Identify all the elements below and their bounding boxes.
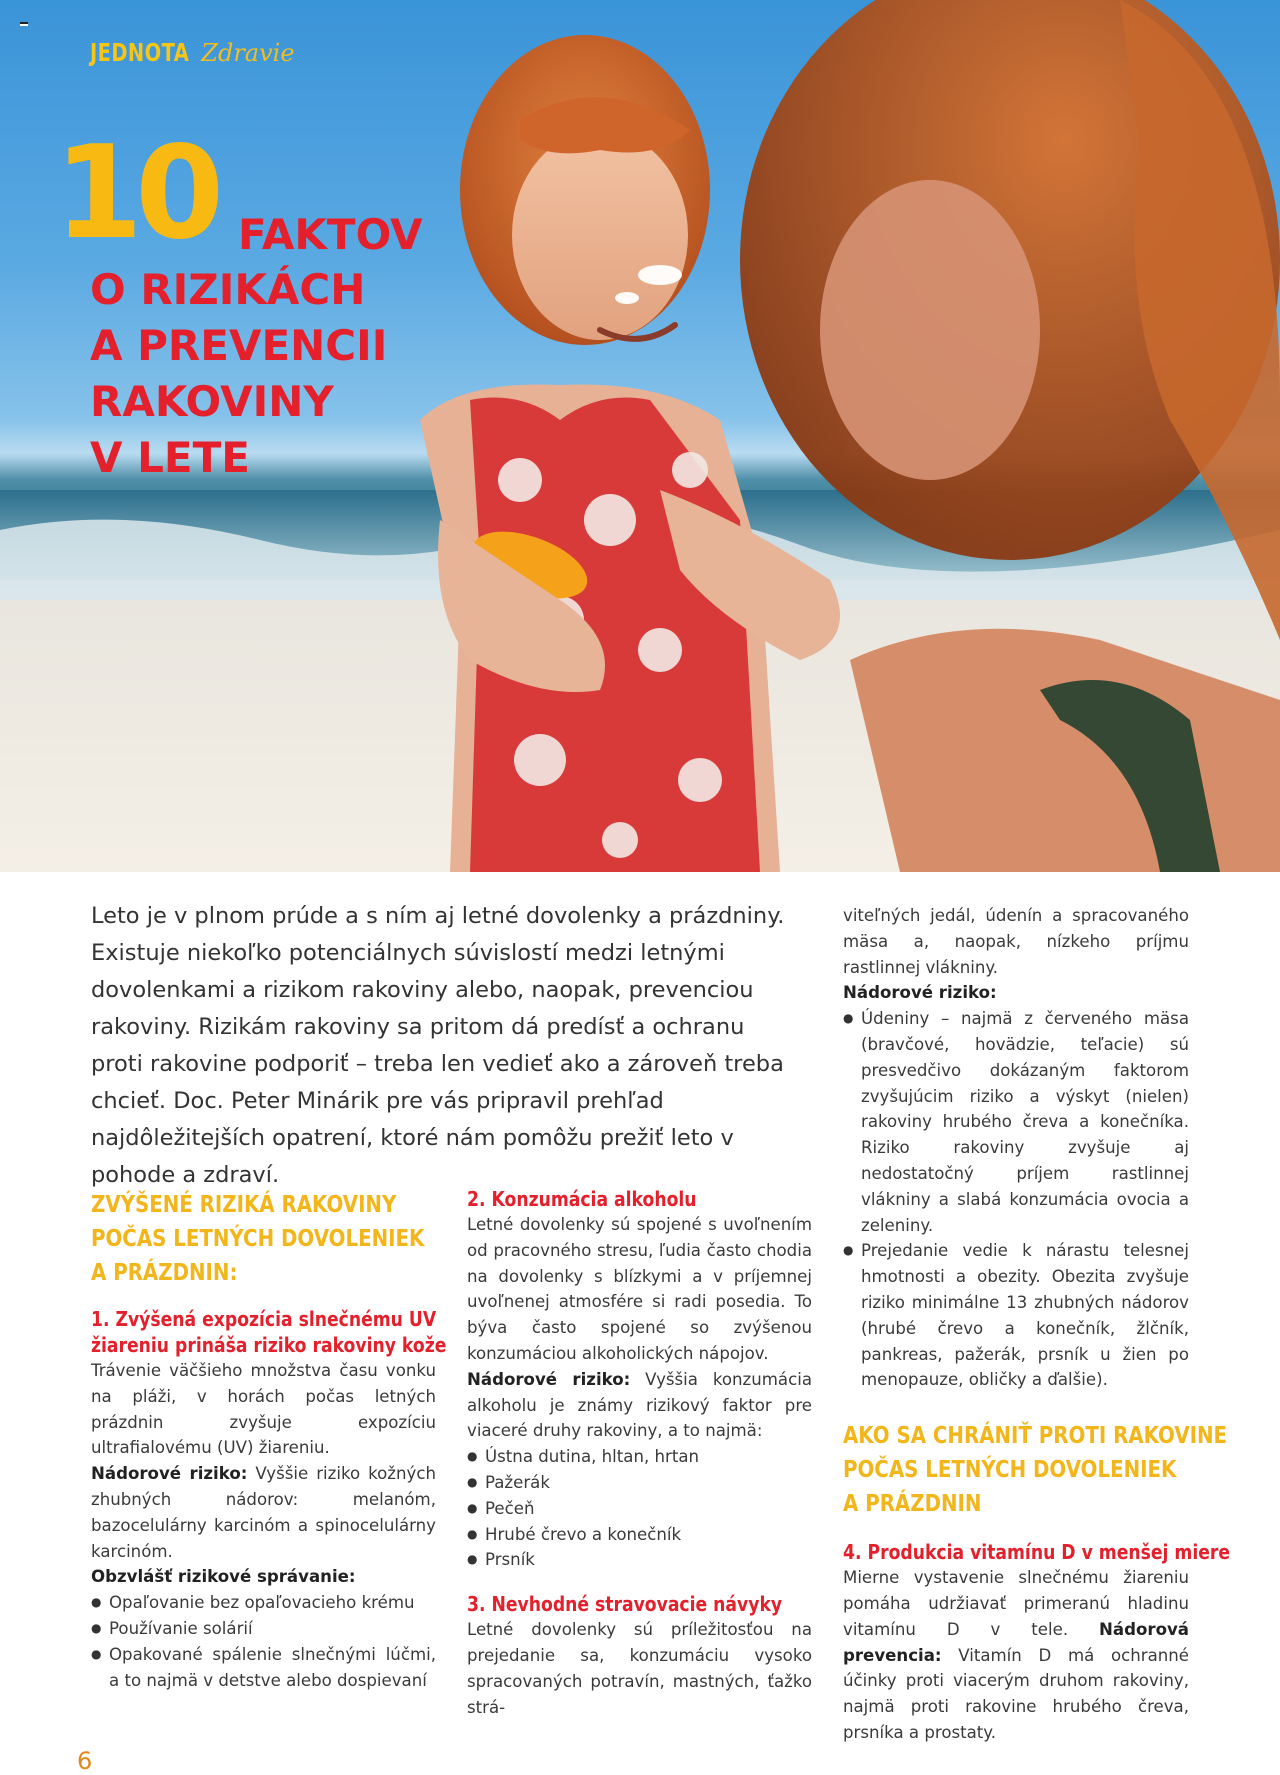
brand-section: Zdravie [201,39,295,67]
item-2-text: Letné dovolenky sú spojené s uvoľnením od pracovného stresu, ľudia často chodia na dovolenky s blízkymi a v príjemnej uvoľnenej atmosfére si radi posedia. To býva často spojené so zvýšenou konzumáciou alkoholických nápojov. [467,1215,812,1363]
item-3-continued: viteľných jedál, údenín a spracovaného mäsa a, naopak, nízkeho príjmu rastlinnej vlákniny. [843,906,1189,977]
item-4-title: 4. Produkcia vitamínu D v menšej miere [843,1540,1231,1565]
risk-label: Nádorové riziko: [843,983,997,1003]
risk-label: Nádorové riziko: [91,1464,248,1484]
headline-number: 10 [54,119,217,268]
list-item: ● Pažerák [467,1470,812,1496]
item-3-title: 3. Nevhodné stravovacie návyky [467,1592,783,1617]
section-title-line: ZVÝŠENÉ RIZIKÁ RAKOVINY [91,1192,397,1218]
behaviour-list [91,1590,436,1693]
behaviour-label: Obzvlášť rizikové správanie: [91,1567,356,1587]
list-item: ● Údeniny – najmä z červeného mäsa (bravčové, hovädzie, teľacie) sú presvedčivo dokázaným faktorom zvyšujúcim riziko a výskyt (nielen) rakoviny hrubého čreva a konečníka. Riziko rakoviny zvyšuje aj nedostatočný príjem rastlinnej vlákniny a slabá konzumácia ovocia a zeleniny. [843,1006,1189,1238]
risk-text: Vyššia konzumácia alkoholu je známy rizikový faktor pre viaceré druhy rakoviny, a to najmä: [467,1369,812,1441]
list-item: ● Používanie solárií [91,1616,436,1642]
brand-name: JEDNOTA [90,38,190,67]
item-title-line: 1. Zvýšená expozícia slnečnému UV [91,1307,437,1331]
headline-line-2: O RIZIKÁCH [90,265,366,314]
item-1-risk [91,1461,436,1564]
item-1-title [91,1306,447,1358]
column-3 [843,903,1231,1746]
headline-line-3: A PREVENCII [90,321,388,370]
section-title-risks [91,1188,436,1290]
prevention-label: Nádorová prevencia: [843,1619,1189,1665]
flag-mark-icon [20,22,28,26]
item-4-text [843,1565,1189,1746]
diet-risk-list [843,1006,1189,1393]
column-1 [91,1188,447,1693]
item-4-body: Mierne vystavenie slnečnému žiareniu pomáha udržiavať primeranú hladinu vitamínu D v tele. [843,1568,1189,1639]
item-title-line: žiareniu prináša riziko rakoviny kože [91,1333,447,1357]
mother-face [820,180,1040,480]
risk-text: Vyššie riziko kožných zhubných nádorov: melanóm, bazocelulárny karcinóm a spinocelulárny karcinóm. [91,1464,436,1561]
item-2-title: 2. Konzumácia alkoholu [467,1187,697,1211]
list-item: ● Opakované spálenie slnečnými lúčmi, a to najmä v detstve alebo dospievaní [91,1642,436,1694]
hero-photo [0,0,1280,872]
item-2-risk [467,1367,812,1444]
headline [90,262,387,486]
section-title-protection [843,1419,1228,1521]
list-item: ● Prsník [467,1547,812,1573]
headline-line-5: V LETE [90,433,250,482]
section-title-line: A PRÁZDNIN: [91,1260,238,1286]
intro-paragraph: Leto je v plnom prúde a s ním aj letné dovolenky a prázdniny. Existuje niekoľko potenciálnych súvislostí medzi letnými dovolenkami a rizikom rakoviny alebo, naopak, prevenciou rakoviny. Rizikám rakoviny sa pritom dá predísť a ochranu proti rakovine podporiť – treba len vedieť ako a zároveň treba chcieť. Doc. Peter Minárik pre vás pripravil prehľad najdôležitejších opatrení, ktoré nám pomôžu prežiť leto v pohode a zdraví. [91,903,785,1188]
column-2 [467,1186,812,1720]
item-1-text: Trávenie väčšieho množstva času vonku na pláži, v horách počas letných prázdnin zvyšuje expozíciu ultrafialovému (UV) žiareniu. [91,1361,436,1458]
risk-label: Nádorové riziko: [467,1369,631,1389]
section-title-line: AKO SA CHRÁNIŤ PROTI RAKOVINE [843,1423,1228,1450]
brand-logo [90,38,295,67]
section-title-line: POČAS LETNÝCH DOVOLENIEK [843,1457,1177,1484]
headline-line-1: FAKTOV [238,210,423,259]
girl-face [512,130,688,340]
item-3-text: Letné dovolenky sú príležitosťou na prejedanie sa, konzumáciu vysoko spracovaných potravín, mastných, ťažko strá- [467,1620,812,1717]
section-title-line: POČAS LETNÝCH DOVOLENIEK [91,1226,425,1252]
list-item: ● Prejedanie vedie k nárastu telesnej hmotnosti a obezity. Obezita zvyšuje riziko minimálne 13 zhubných nádorov (hrubé črevo a konečník, žlčník, pankreas, pažerák, prsník u žien po menopauze, obličky a ďalšie). [843,1238,1189,1393]
section-title-line: A PRÁZDNIN [843,1491,982,1518]
list-item: ● Pečeň [467,1496,812,1522]
cancer-type-list [467,1444,812,1573]
page-number: 6 [77,1747,93,1775]
headline-line-4: RAKOVINY [90,377,334,426]
list-item: ● Ústna dutina, hltan, hrtan [467,1444,812,1470]
list-item: ● Hrubé črevo a konečník [467,1522,812,1548]
prevention-text: Vitamín D má ochranné účinky proti viacerým druhom rakoviny, najmä proti rakovine hrubého čreva, prsníka a prostaty. [843,1645,1189,1742]
list-item: ● Opaľovanie bez opaľovacieho krému [91,1590,436,1616]
